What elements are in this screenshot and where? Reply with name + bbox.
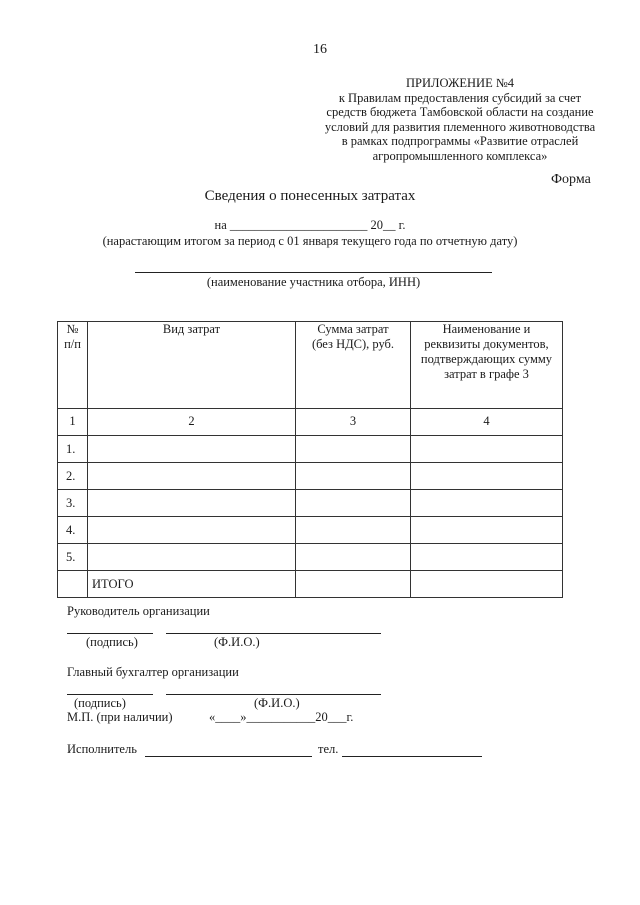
- row-number: 2.: [58, 463, 88, 490]
- total-row: [58, 571, 563, 598]
- appendix-header: [300, 76, 620, 163]
- total-label: ИТОГО: [88, 571, 296, 598]
- participant-caption: (наименование участника отбора, ИНН): [206, 275, 421, 289]
- table-cell[interactable]: [411, 490, 563, 517]
- table-cell[interactable]: [296, 517, 411, 544]
- executor-name-field: [145, 756, 312, 757]
- table-row: [58, 463, 563, 490]
- table-cell[interactable]: [296, 490, 411, 517]
- row-number: 4.: [58, 517, 88, 544]
- signature-caption: (подпись): [86, 635, 138, 649]
- stamp-date: «____»___________20___г.: [209, 710, 354, 724]
- column-number: 3: [296, 409, 411, 436]
- column-number-row: [58, 409, 563, 436]
- header-documents: Наименование и реквизиты документов, подтверждающих сумму затрат в графе 3: [420, 322, 553, 381]
- table-header-row: [58, 322, 563, 409]
- table-cell[interactable]: [411, 517, 563, 544]
- table-cell[interactable]: [411, 463, 563, 490]
- participant-name-field: [135, 272, 492, 273]
- table-cell[interactable]: [296, 436, 411, 463]
- column-number: 4: [411, 409, 563, 436]
- head-signature-field: [67, 633, 153, 634]
- phone-field: [342, 756, 482, 757]
- accountant-name-field: [166, 694, 381, 695]
- table-cell[interactable]: [296, 544, 411, 571]
- table-cell[interactable]: [88, 436, 296, 463]
- header-cell: [58, 322, 88, 409]
- signature-caption: (подпись): [74, 696, 126, 710]
- header-number: № п/п: [64, 322, 81, 351]
- row-number: 5.: [58, 544, 88, 571]
- name-caption: (Ф.И.О.): [214, 635, 260, 649]
- table-cell[interactable]: [88, 463, 296, 490]
- table-cell[interactable]: [411, 544, 563, 571]
- head-label: Руководитель организации: [67, 604, 210, 618]
- header-cell: [411, 322, 563, 409]
- column-number: 2: [88, 409, 296, 436]
- row-number: 3.: [58, 490, 88, 517]
- table-row: [58, 517, 563, 544]
- appendix-line: в рамках подпрограммы «Развитие отраслей: [341, 134, 579, 148]
- appendix-line: средств бюджета Тамбовской области на создание: [326, 105, 594, 119]
- table-row: [58, 436, 563, 463]
- form-label: Форма: [551, 172, 591, 187]
- phone-label: тел.: [318, 742, 339, 756]
- accountant-signature-field: [67, 694, 153, 695]
- table-cell[interactable]: [296, 463, 411, 490]
- appendix-line: условий для развития племенного животноводства: [324, 119, 596, 134]
- costs-table: [57, 321, 563, 598]
- table-cell[interactable]: [411, 436, 563, 463]
- column-number: 1: [58, 409, 88, 436]
- head-name-field: [166, 633, 381, 634]
- period-note: (нарастающим итогом за период с 01 января текущего года по отчетную дату): [102, 234, 518, 248]
- total-amount-cell[interactable]: [296, 571, 411, 598]
- appendix-heading: ПРИЛОЖЕНИЕ №4: [405, 76, 515, 90]
- header-cell: [88, 322, 296, 409]
- table-cell[interactable]: [88, 544, 296, 571]
- document-title: Сведения о понесенных затратах: [204, 188, 416, 204]
- table-cell[interactable]: [88, 517, 296, 544]
- name-caption: (Ф.И.О.): [254, 696, 300, 710]
- appendix-line: агропромышленного комплекса»: [372, 148, 548, 163]
- table-cell[interactable]: [411, 571, 563, 598]
- table-cell[interactable]: [88, 490, 296, 517]
- table-row: [58, 544, 563, 571]
- header-cell: [296, 322, 411, 409]
- header-amount: Сумма затрат (без НДС), руб.: [311, 322, 395, 351]
- executor-label: Исполнитель: [67, 742, 137, 756]
- table-row: [58, 490, 563, 517]
- row-number: 1.: [58, 436, 88, 463]
- table-cell: [58, 571, 88, 598]
- page-number: 16: [313, 42, 327, 57]
- appendix-line: к Правилам предоставления субсидий за счет: [338, 90, 582, 105]
- date-line: на ______________________ 20__ г.: [214, 218, 406, 232]
- accountant-label: Главный бухгалтер организации: [67, 665, 239, 679]
- stamp-label: М.П. (при наличии): [67, 710, 173, 724]
- header-cost-type: Вид затрат: [162, 322, 221, 336]
